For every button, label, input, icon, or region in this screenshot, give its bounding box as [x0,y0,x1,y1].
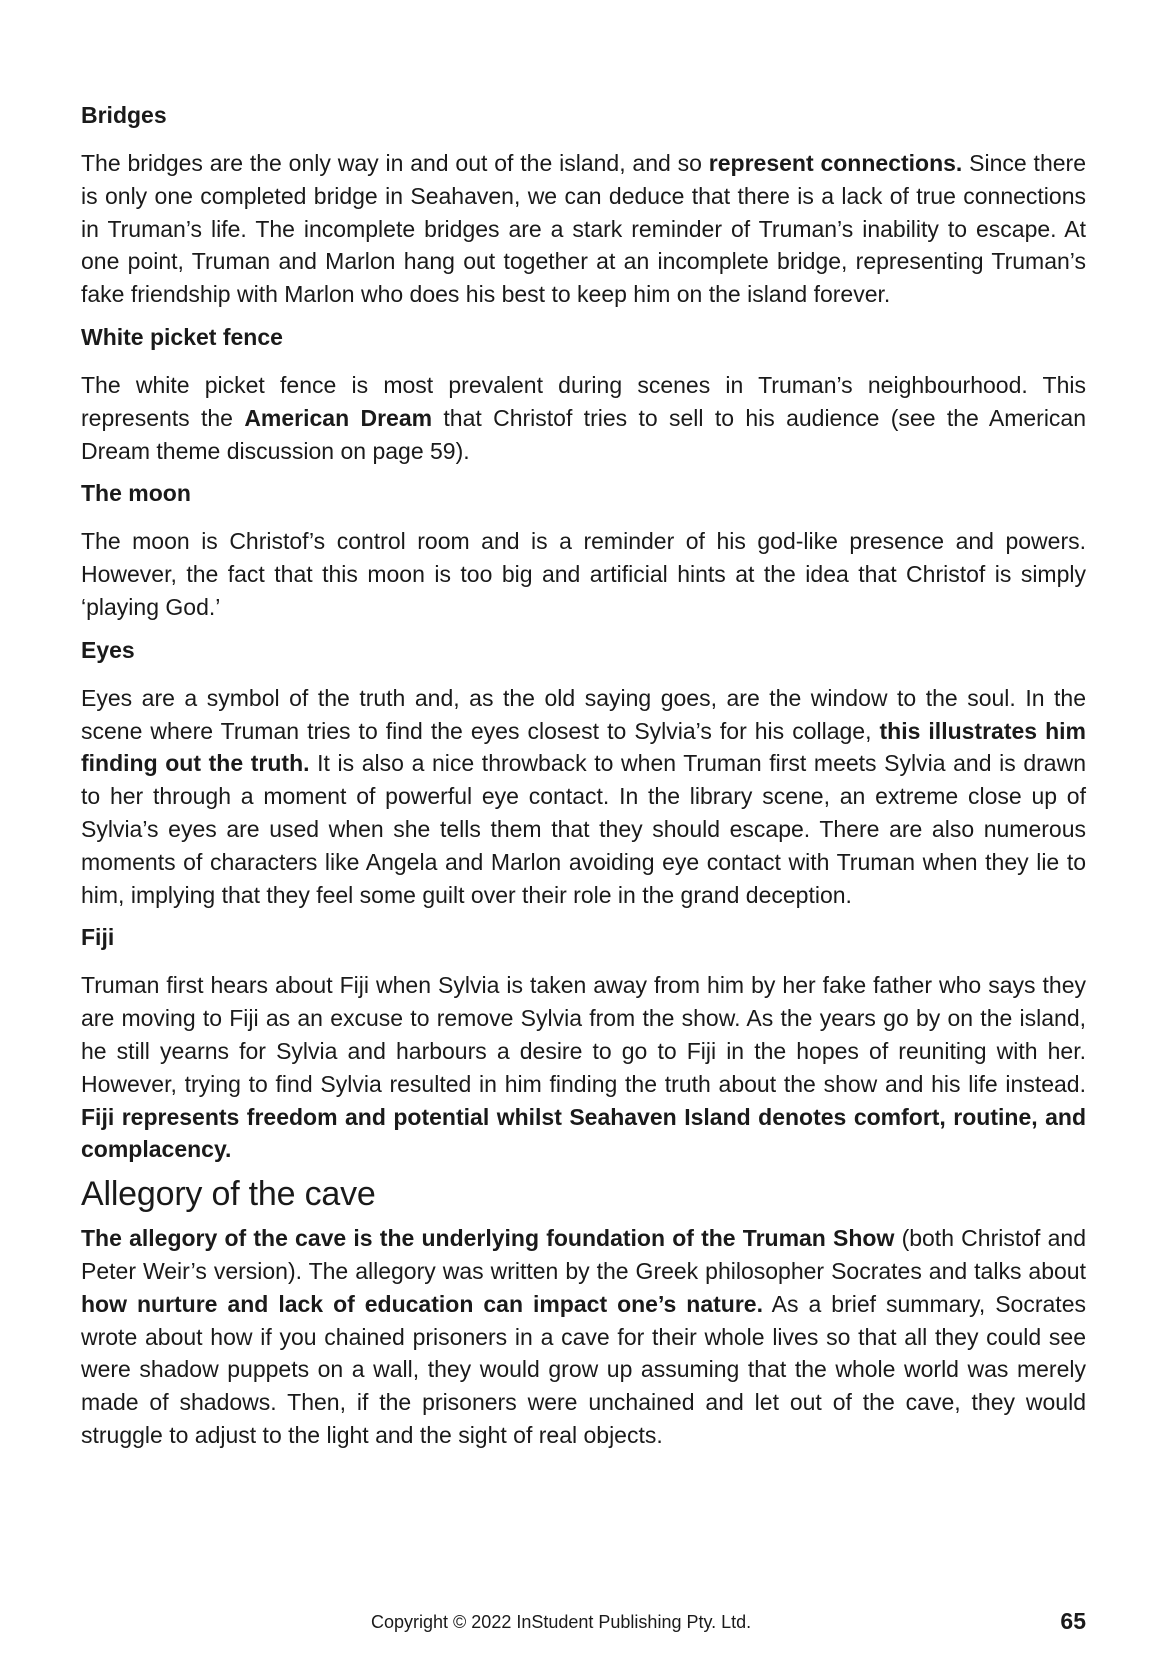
section-body-the-moon [81,525,1086,623]
section-body-eyes [81,682,1086,912]
copyright-notice: Copyright © 2022 InStudent Publishing Pty. Ltd. [371,1612,752,1632]
page-footer [81,1608,1086,1638]
section-body-white-picket-fence [81,369,1086,467]
text-run: As a brief summary, Socrates wrote about how if you chained prisoners in a cave for their whole lives so that all they could see were shadow puppets on a wall, they would grow up assuming that the whole world was merely made of shadows. Then, if the prisoners were unchained and let out of the cave, they would struggle to adjust to the light and the sight of real objects. [81,1290,1086,1448]
text-run: The moon is Christof’s control room and is a reminder of his god-like presence and powers. However, the fact that this moon is too big and artificial hints at the idea that Christof is simply ‘playing God.’ [81,528,1086,620]
text-run: (both Christof and Peter Weir’s version). The allegory was written by the Greek philosopher Socrates and talks about [81,1225,1086,1284]
text-run-bold: Fiji represents freedom and potential whilst Seahaven Island denotes comfort, routine, and complacency. [81,1103,1086,1163]
text-run-bold: this illustrates him finding out the truth. [81,717,1086,777]
text-run: It is also a nice throwback to when Truman first meets Sylvia and is drawn to her through a moment of powerful eye contact. In the library scene, an extreme close up of Sylvia’s eyes are used when she tells them that they should escape. There are also numerous moments of characters like Angela and Marlon avoiding eye contact with Truman when they lie to him, implying that they feel some guilt over their role in the grand deception. [81,750,1086,908]
section-body-allegory-of-the-cave [81,1222,1086,1452]
section-heading-eyes: Eyes [81,636,135,663]
section-heading-bridges: Bridges [81,102,167,128]
text-run-bold: The allegory of the cave is the underlying foundation of the Truman Show [81,1225,895,1252]
section-title-allegory-of-the-cave: Allegory of the cave [81,1175,376,1214]
section-body-fiji [81,969,1086,1166]
text-run-bold: American Dream [244,404,433,431]
page-number: 65 [1060,1608,1086,1634]
text-run: Eyes are a symbol of the truth and, as the old saying goes, are the window to the soul. In the scene where Truman tries to find the eyes closest to Sylvia’s for his collage, [81,684,1086,744]
section-heading-fiji: Fiji [81,924,115,951]
text-run-bold: represent connections. [708,150,963,176]
text-run-bold: how nurture and lack of education can impact one’s nature. [81,1290,763,1317]
text-run: that Christof tries to sell to his audience (see the American Dream theme discussion on page 59). [81,404,1087,464]
text-run: Since there is only one completed bridge in Seahaven, we can deduce that there is a lack of true connections in Truman’s life. The incomplete bridges are a stark reminder of Truman’s inability to escape. At one point, Truman and Marlon hang out together at an incomplete bridge, representing Truman’s fake friendship with Marlon who does his best to keep him on the island forever. [81,150,1086,308]
text-run: The bridges are the only way in and out of the island, and so [81,150,709,176]
text-run: Truman first hears about Fiji when Sylvia is taken away from him by her fake father who says they are moving to Fiji as an excuse to remove Sylvia from the show. As the years go by on the island, he still yearns for Sylvia and harbours a desire to go to Fiji in the hopes of reuniting with her. However, trying to find Sylvia resulted in him finding the truth about the show and his life instead. [81,972,1086,1097]
section-heading-white-picket-fence: White picket fence [81,323,283,350]
page-content [81,100,1086,1452]
text-run: The white picket fence is most prevalent during scenes in Truman’s neighbourhood. This represents the [81,371,1086,431]
section-body-bridges [81,147,1086,311]
section-heading-the-moon: The moon [81,480,191,507]
